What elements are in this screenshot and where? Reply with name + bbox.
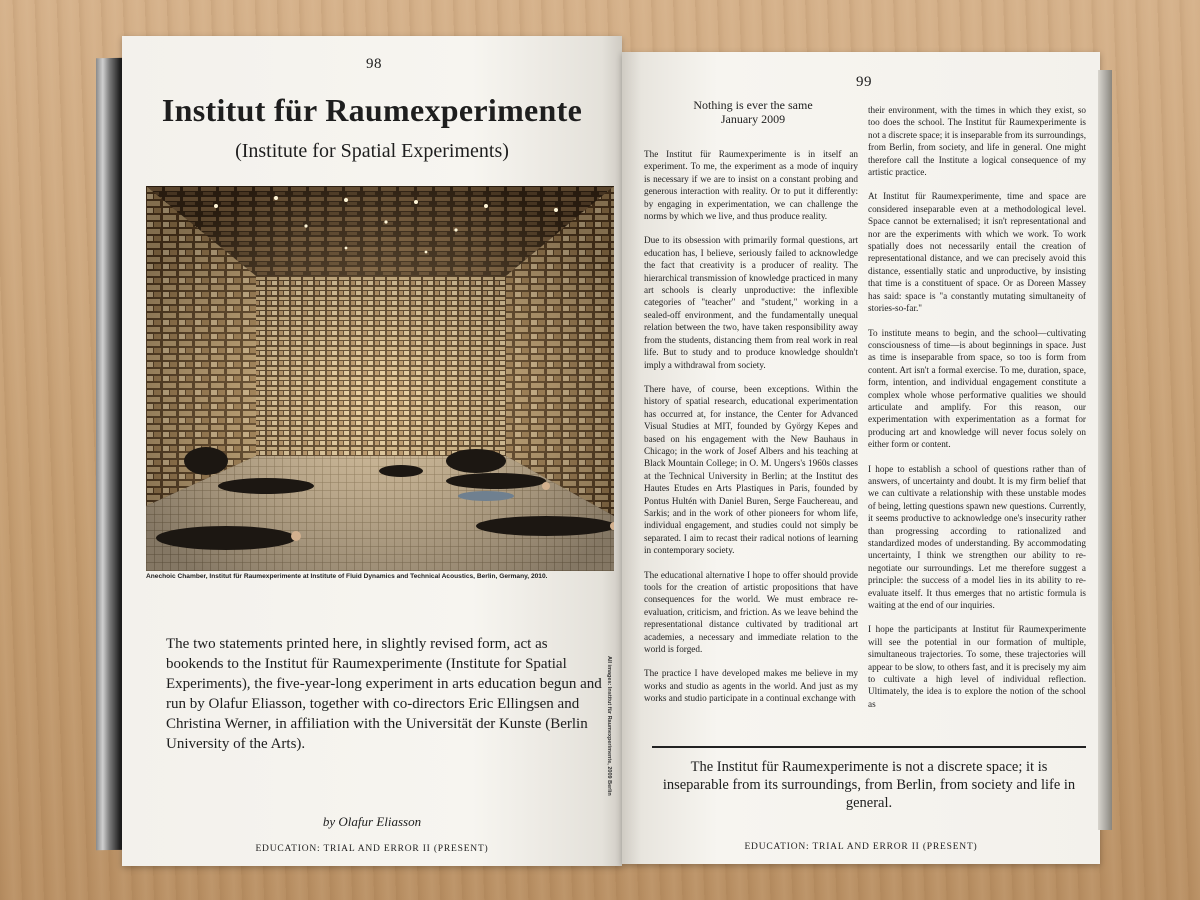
paragraph: There have, of course, been exceptions. Within the history of spatial research, educational experimentation has occurred at, for instance, the Center for Advanced Visual Studies at MIT, founded by György Kepes and based on his engagement with the New Bauhaus in Chicago; in the work of Josef Albers and his teaching at Black Mountain College; in O. M. Ungers's 1960s classes at the Technical University in Berlin; at the Institut des Hautes Etudes en Arts Plastiques in Paris, founded by Pontus Hultén with Daniel Buren, Serge Fauchereau, and Sarkis; and in the work of other pioneers for whom life, individual engagement, and studies could not simply be separated. I aim to recast their radical notions of learning in contemporary society. — [644, 383, 858, 556]
paragraph: The Institut für Raumexperimente is in itself an experiment. To me, the experiment as a mode of inquiry is necessary if we are to insist on a constant probing and generous interaction with reality. Or to put it differently: by engaging in experimentation, we can challenge the norms by which we live, and thus produce reality. — [644, 149, 858, 222]
paragraph: Due to its obsession with primarily formal questions, art education has, I believe, seriously failed to acknowledge the fact that creativity is a producer of reality. The hierarchical transmission of knowledge practiced in many art schools is clearly unproductive: the inflexible categories of "teacher" and "student," working in a sealed-off environment, and the fundamentally unequal relation between the two, have taken responsibility away from the students, distancing them from real work in real life. But to study and to produce knowledge shouldn't imply a withdrawal from society. — [644, 235, 858, 370]
photo-caption: Anechoic Chamber, Institut für Raumexperimente at Institute of Fluid Dynamics and Technical Acoustics, Berlin, Germany, 2010. — [146, 573, 548, 580]
essay-title — [658, 98, 848, 126]
page-number: 98 — [366, 56, 382, 72]
page-subtitle: (Institute for Spatial Experiments) — [235, 140, 509, 162]
paragraph: their environment, with the times in which they exist, so too does the school. The Institut für Raumexperimente is not a discrete space; it is inseparable from its surroundings, from Berlin, from society, and life in general. One might therefore call the Institute a logical consequence of my artistic practice. — [868, 105, 1086, 178]
running-footer: EDUCATION: TRIAL AND ERROR II (PRESENT) — [255, 844, 489, 854]
page-title: Institut für Raumexperimente — [161, 92, 583, 128]
anechoic-chamber-photo — [146, 186, 614, 571]
paragraph: The educational alternative I hope to offer should provide tools for the creation of artistic propositions that have consequences for the world. We must embrace re-evaluation, criticism, and friction. As we leave behind the representational distance cultivated by traditional art academies, a necessary and immediate relation to the world is forged. — [644, 569, 858, 655]
photo-credit: All images: Institut für Raumexperimente, 2009 Berlin — [606, 656, 612, 796]
paragraph: At Institut für Raumexperimente, time and space are considered inseparable even at a methodological level. Space cannot be externalised; it isn't representational and nor are the experiments with which we work. To work spatially does not necessarily entail the creation of representational distance, and we can precisely avoid this distance, essentially static and unproductive, by insisting that time is a constituent of space. Or as Doreen Massey has said: space is "a constantly mutating simultaneity of stories-so-far." — [868, 191, 1086, 314]
byline: by Olafur Eliasson — [322, 814, 422, 829]
text-column-right — [868, 104, 1086, 722]
paragraph: The practice I have developed makes me believe in my works and studio as agents in the world. And just as my works and studio participate in a continual exchange with — [644, 668, 858, 704]
running-footer: EDUCATION: TRIAL AND ERROR II (PRESENT) — [744, 842, 978, 852]
text-column-left — [644, 148, 858, 717]
intro-paragraph: The two statements printed here, in slightly revised form, act as bookends to the Institut für Raumexperimente (Institute for Spatial Experiments), the five-year-long experiment in arts education begun and run by Olafur Eliasson, together with co-directors Eric Ellingsen and Christina Werner, in affiliation with the Universität der Kunste (Berlin University of the Arts). — [166, 636, 602, 752]
left-page — [122, 36, 622, 866]
page-number: 99 — [856, 74, 872, 90]
pull-quote: The Institut für Raumexperimente is not a discrete space; it is inseparable from its surroundings, from Berlin, from society and life in general. — [662, 759, 1076, 811]
pull-quote-rule — [652, 746, 1086, 748]
paragraph: I hope to establish a school of questions rather than of answers, of uncertainty and doubt. It is my firm belief that we can cultivate a relationship with these unstable modes of being, letting questions spawn new questions. Currently, it seems productive to acknowledge one's insecurity rather than progressing according to rationalized and standardized modes of understanding. By accommodating uncertainty, I think we strengthen our ability to re-negotiate our surroundings. Let me therefore suggest a principle: the success of a model lies in its ability to re-evaluate itself. It thus emerges that no artistic formula is waiting at the end of our inquiries. — [868, 463, 1086, 611]
essay-date: January 2009 — [720, 112, 786, 126]
right-page — [622, 52, 1100, 864]
essay-title-line: Nothing is ever the same — [693, 98, 813, 112]
book-page-edge — [1098, 70, 1112, 830]
paragraph: I hope the participants at Institut für Raumexperimente will see the potential in our formation of multiple, simultaneous trajectories. To some, these trajectories will appear to be slow, to others fast, and it is precisely my aim to cultivate a high level of individual reflection. Ultimately, the idea is to explore the notion of the school as — [868, 624, 1086, 709]
paragraph: To institute means to begin, and the school—cultivating consciousness of time—is about beginnings in space. Just as time is inseparable from space, so too is form from content. Art isn't a formal exercise. To me, duration, space, form, intention, and individual engagement constitute a complex whole whose performative qualities we should articulate and amplify. For this reason, our experimentation with experimentation as a format for producing art and knowledge will never focus solely on either form or content. — [868, 327, 1086, 450]
